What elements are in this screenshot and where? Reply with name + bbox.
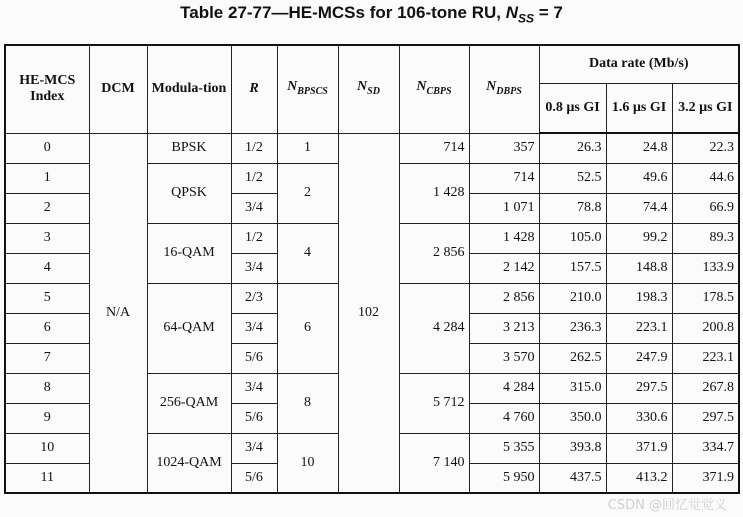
ncbps-cell: 4 284 <box>399 283 469 373</box>
watermark: CSDN @回忆觉觉义 <box>607 498 727 513</box>
ncbps-cell: 714 <box>399 133 469 163</box>
rate-gi-1-6-cell: 148.8 <box>606 253 672 283</box>
dcm-cell: N/A <box>89 133 147 493</box>
rate-gi-0-8-cell: 105.0 <box>539 223 606 253</box>
rate-gi-3-2-cell: 200.8 <box>672 313 739 343</box>
mcs-index-cell: 10 <box>5 433 89 463</box>
ndbps-cell: 357 <box>469 133 539 163</box>
rate-gi-0-8-cell: 393.8 <box>539 433 606 463</box>
ncbps-cell: 2 856 <box>399 223 469 283</box>
header-nbpscs: $N_{BPSCS}$ <box>277 45 338 133</box>
modulation-cell: 16-QAM <box>147 223 231 283</box>
rate-gi-0-8-cell: 78.8 <box>539 193 606 223</box>
ndbps-cell: 2 856 <box>469 283 539 313</box>
rate-gi-3-2-cell: 297.5 <box>672 403 739 433</box>
rate-gi-1-6-cell: 371.9 <box>606 433 672 463</box>
coding-rate-cell: 1/2 <box>231 223 277 253</box>
rate-gi-0-8-cell: 315.0 <box>539 373 606 403</box>
rate-gi-0-8-cell: 26.3 <box>539 133 606 163</box>
rate-gi-0-8-cell: 437.5 <box>539 463 606 493</box>
coding-rate-cell: 3/4 <box>231 253 277 283</box>
coding-rate-cell: 3/4 <box>231 193 277 223</box>
coding-rate-cell: 3/4 <box>231 313 277 343</box>
header-modulation: Modula-tion <box>147 45 231 133</box>
nbpscs-cell: 6 <box>277 283 338 373</box>
header-gi-3-2: 3.2 µs GI <box>672 83 739 133</box>
mcs-index-cell: 6 <box>5 313 89 343</box>
ndbps-cell: 2 142 <box>469 253 539 283</box>
mcs-index-cell: 5 <box>5 283 89 313</box>
rate-gi-1-6-cell: 297.5 <box>606 373 672 403</box>
coding-rate-cell: 2/3 <box>231 283 277 313</box>
mcs-index-cell: 8 <box>5 373 89 403</box>
header-data-rate: Data rate (Mb/s) <box>539 45 739 83</box>
header-r: R <box>231 45 277 133</box>
rate-gi-0-8-cell: 157.5 <box>539 253 606 283</box>
mcs-index-cell: 3 <box>5 223 89 253</box>
ndbps-cell: 4 284 <box>469 373 539 403</box>
rate-gi-0-8-cell: 350.0 <box>539 403 606 433</box>
nbpscs-cell: 2 <box>277 163 338 223</box>
ndbps-cell: 1 428 <box>469 223 539 253</box>
header-nsd: $N_{SD}$ <box>338 45 399 133</box>
ncbps-cell: 1 428 <box>399 163 469 223</box>
ndbps-cell: 5 950 <box>469 463 539 493</box>
mcs-index-cell: 9 <box>5 403 89 433</box>
rate-gi-0-8-cell: 210.0 <box>539 283 606 313</box>
rate-gi-3-2-cell: 66.9 <box>672 193 739 223</box>
modulation-cell: 64-QAM <box>147 283 231 373</box>
rate-gi-1-6-cell: 413.2 <box>606 463 672 493</box>
mcs-index-cell: 4 <box>5 253 89 283</box>
mcs-index-cell: 11 <box>5 463 89 493</box>
rate-gi-1-6-cell: 99.2 <box>606 223 672 253</box>
ncbps-cell: 7 140 <box>399 433 469 493</box>
mcs-index-cell: 2 <box>5 193 89 223</box>
rate-gi-0-8-cell: 236.3 <box>539 313 606 343</box>
he-mcs-table <box>4 44 740 494</box>
coding-rate-cell: 1/2 <box>231 133 277 163</box>
ndbps-cell: 4 760 <box>469 403 539 433</box>
mcs-index-cell: 0 <box>5 133 89 163</box>
modulation-cell: 1024-QAM <box>147 433 231 493</box>
rate-gi-3-2-cell: 89.3 <box>672 223 739 253</box>
rate-gi-3-2-cell: 44.6 <box>672 163 739 193</box>
nbpscs-cell: 10 <box>277 433 338 493</box>
rate-gi-1-6-cell: 49.6 <box>606 163 672 193</box>
rate-gi-1-6-cell: 330.6 <box>606 403 672 433</box>
ndbps-cell: 1 071 <box>469 193 539 223</box>
header-ndbps: $N_{DBPS}$ <box>469 45 539 133</box>
modulation-cell: 256-QAM <box>147 373 231 433</box>
ndbps-cell: 3 213 <box>469 313 539 343</box>
rate-gi-1-6-cell: 74.4 <box>606 193 672 223</box>
rate-gi-0-8-cell: 262.5 <box>539 343 606 373</box>
rate-gi-1-6-cell: 247.9 <box>606 343 672 373</box>
ndbps-cell: 3 570 <box>469 343 539 373</box>
rate-gi-3-2-cell: 371.9 <box>672 463 739 493</box>
nbpscs-cell: 8 <box>277 373 338 433</box>
rate-gi-1-6-cell: 198.3 <box>606 283 672 313</box>
coding-rate-cell: 1/2 <box>231 163 277 193</box>
rate-gi-3-2-cell: 22.3 <box>672 133 739 163</box>
rate-gi-3-2-cell: 223.1 <box>672 343 739 373</box>
rate-gi-0-8-cell: 52.5 <box>539 163 606 193</box>
nbpscs-cell: 1 <box>277 133 338 163</box>
header-dcm: DCM <box>89 45 147 133</box>
nsd-cell: 102 <box>338 133 399 493</box>
header-index: HE-MCS Index <box>5 45 89 133</box>
table-title: Table 27-77—HE-MCSs for 106-tone RU, $N_{SS} = 7$ <box>180 3 563 26</box>
rate-gi-1-6-cell: 24.8 <box>606 133 672 163</box>
coding-rate-cell: 5/6 <box>231 343 277 373</box>
coding-rate-cell: 3/4 <box>231 433 277 463</box>
coding-rate-cell: 5/6 <box>231 403 277 433</box>
rate-gi-3-2-cell: 267.8 <box>672 373 739 403</box>
ndbps-cell: 5 355 <box>469 433 539 463</box>
coding-rate-cell: 5/6 <box>231 463 277 493</box>
nbpscs-cell: 4 <box>277 223 338 283</box>
modulation-cell: BPSK <box>147 133 231 163</box>
table-row <box>5 133 739 163</box>
header-gi-0-8: 0.8 µs GI <box>539 83 606 133</box>
ndbps-cell: 714 <box>469 163 539 193</box>
header-ncbps: $N_{CBPS}$ <box>399 45 469 133</box>
rate-gi-1-6-cell: 223.1 <box>606 313 672 343</box>
coding-rate-cell: 3/4 <box>231 373 277 403</box>
ncbps-cell: 5 712 <box>399 373 469 433</box>
modulation-cell: QPSK <box>147 163 231 223</box>
rate-gi-3-2-cell: 334.7 <box>672 433 739 463</box>
mcs-index-cell: 1 <box>5 163 89 193</box>
rate-gi-3-2-cell: 133.9 <box>672 253 739 283</box>
rate-gi-3-2-cell: 178.5 <box>672 283 739 313</box>
mcs-index-cell: 7 <box>5 343 89 373</box>
header-gi-1-6: 1.6 µs GI <box>606 83 672 133</box>
